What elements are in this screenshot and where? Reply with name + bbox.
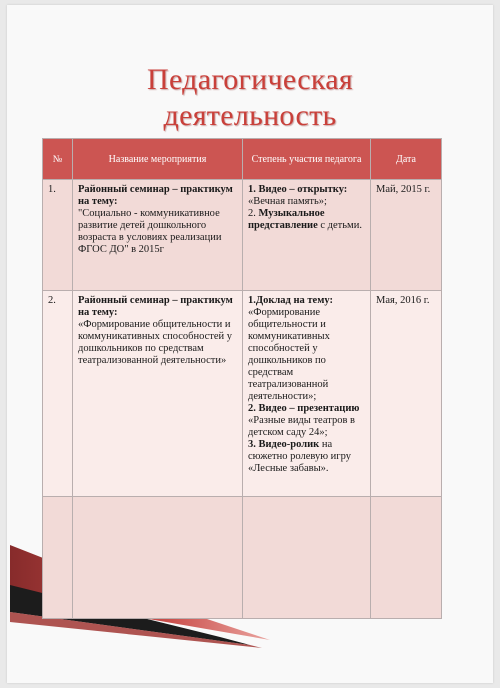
page-title-line2: деятельность [163, 99, 337, 132]
header-num: № [43, 139, 73, 180]
participation-item-2-title: Музыкальное представление [248, 208, 325, 231]
events-table [42, 138, 442, 619]
event-title: Районный семинар – практикум на тему: [78, 295, 233, 318]
row-date: Май, 2015 г. [371, 180, 442, 291]
participation-item-1-text: «Формирование общительности и коммуникативных способностей у дошкольников по средствам театрализованной деятельности»; [248, 307, 330, 402]
row-num: 2. [43, 291, 73, 497]
participation-item-3-title: 3. Видео-ролик [248, 439, 320, 450]
participation-item-1-title: 1.Доклад на тему: [248, 295, 333, 306]
table-row [43, 180, 442, 291]
row-participation [243, 291, 371, 497]
row-date: Мая, 2016 г. [371, 291, 442, 497]
header-participation: Степень участия педагога [243, 139, 371, 180]
row-num: 1. [43, 180, 73, 291]
event-title: Районный семинар – практикум на тему: [78, 184, 233, 207]
table-row-empty [43, 497, 442, 619]
empty-cell [371, 497, 442, 619]
event-text: «Формирование общительности и коммуникативных способностей у дошкольников по средствам театрализованной деятельности» [78, 319, 233, 366]
header-event: Название мероприятия [73, 139, 243, 180]
header-date: Дата [371, 139, 442, 180]
row-event [73, 180, 243, 291]
empty-cell [73, 497, 243, 619]
row-event [73, 291, 243, 497]
page-title-line1: Педагогическая [147, 63, 353, 96]
empty-cell [243, 497, 371, 619]
table-row [43, 291, 442, 497]
table-header-row [43, 139, 442, 180]
event-text: "Социально - коммуникативное развитие детей дошкольного возраста в условиях реализации ФГОС ДО" в 2015г [78, 208, 222, 255]
participation-item-2-num: 2. [248, 208, 256, 219]
participation-item-1-title: 1. Видео – открытку: [248, 184, 348, 195]
participation-item-2-text: «Разные виды театров в детском саду 24»; [248, 415, 355, 438]
participation-item-2-text: с детьми. [320, 220, 362, 231]
row-participation [243, 180, 371, 291]
participation-item-3-text: на сюжетно ролевую игру «Лесные забавы». [248, 439, 351, 474]
participation-item-1-text: «Вечная память»; [248, 196, 327, 207]
participation-item-2-title: 2. Видео – презентацию [248, 403, 360, 414]
empty-cell [43, 497, 73, 619]
